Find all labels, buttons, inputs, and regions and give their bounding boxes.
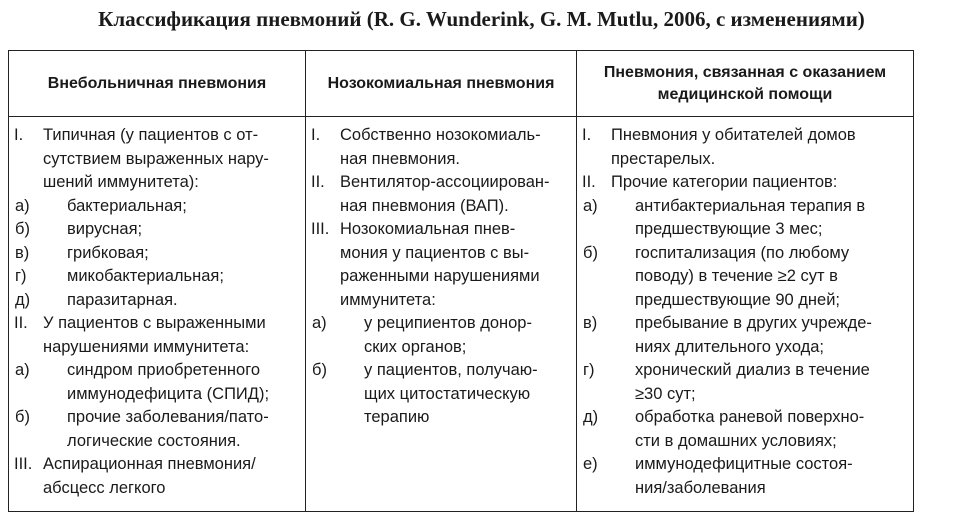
list-item-text: ния/заболевания — [635, 478, 766, 497]
list-item-text: пребывание в других учрежде- — [635, 314, 872, 332]
list-item-text: мония у пациентов с вы- — [340, 243, 530, 262]
list-item-text: щих цитостатическую — [364, 384, 531, 403]
column-healthcare-associated — [576, 51, 913, 511]
item-marker: б) — [312, 361, 327, 379]
section-marker: II. — [582, 173, 596, 191]
section-marker: III. — [311, 220, 330, 238]
item-marker: б) — [15, 220, 30, 238]
list-item-text: иммунитета: — [340, 290, 436, 309]
list-item-text: иммунодефицита (СПИД); — [67, 384, 270, 403]
section-marker: II. — [14, 314, 28, 332]
list-item-text: Вентилятор-ассоциирован- — [340, 173, 550, 191]
page-title: Классификация пневмоний (R. G. Wunderink, G. M. Mutlu, 2006, с изменениями) — [98, 7, 865, 31]
section-marker: II. — [311, 173, 325, 191]
list-item-text: У пациентов с выраженными — [43, 314, 266, 332]
section-marker: I. — [582, 126, 592, 144]
item-marker: в) — [15, 243, 30, 262]
item-marker: д) — [583, 408, 599, 426]
list-item-text: синдром приобретенного — [67, 361, 261, 379]
list-item-text: обработка раневой поверхно- — [635, 408, 865, 426]
list-item-text: Прочие категории пациентов: — [611, 173, 838, 191]
item-marker: г) — [583, 361, 595, 379]
section-marker: I. — [14, 126, 24, 144]
list-item-text: бактериальная; — [67, 196, 187, 215]
list-item-text: паразитарная. — [67, 290, 178, 309]
item-marker: а) — [15, 196, 30, 215]
list-item-text: микобактериальная; — [67, 267, 224, 285]
list-item-text: ских органов; — [364, 337, 467, 356]
list-item-text: грибковая; — [67, 243, 149, 262]
list-item-text: Типичная (у пациентов с от- — [43, 126, 259, 144]
list-item-text: ная пневмония (ВАП). — [340, 196, 509, 215]
list-item-text: Пневмония у обитателей домов — [611, 126, 856, 144]
list-item-text: Нозокомиальная пнев- — [340, 220, 516, 238]
section-marker: III. — [14, 455, 33, 473]
column-header: Нозокомиальная пневмония — [306, 51, 576, 117]
list-item-text: абсцесс легкого — [43, 478, 166, 497]
column-header: Пневмония, связанная с оказанием медицинской помощи — [577, 51, 913, 117]
list-item-text: антибактериальная терапия в — [635, 196, 866, 215]
item-marker: г) — [15, 267, 27, 285]
list-item-text: сти в домашних условиях; — [635, 431, 837, 450]
list-item-text: раженными нарушениями — [340, 267, 540, 285]
column-community-acquired — [9, 51, 305, 511]
list-item-text: прочие заболевания/пато- — [67, 408, 269, 426]
list-item-text: сутствием выраженных нару- — [43, 149, 269, 168]
column-header: Внебольничная пневмония — [9, 51, 305, 117]
item-marker: б) — [15, 408, 30, 426]
list-item-text: ниях длительного ухода; — [635, 337, 825, 356]
list-item-text: госпитализация (по любому — [635, 243, 850, 262]
list-item-text: у пациентов, получаю- — [364, 361, 538, 379]
list-item-text: престарелых. — [611, 149, 716, 168]
item-marker: е) — [583, 455, 598, 473]
list-item-text: Собственно нозокомиаль- — [340, 126, 541, 144]
item-marker: д) — [15, 290, 31, 309]
item-marker: а) — [15, 361, 30, 379]
list-item-text: у реципиентов донор- — [364, 314, 532, 332]
list-item-text: вирусная; — [67, 220, 143, 238]
list-item-text: поводу) в течение ≥2 сут в — [635, 267, 838, 285]
column-body — [577, 117, 913, 511]
list-item-text: иммунодефицитные состоя- — [635, 455, 853, 473]
item-marker: а) — [312, 314, 327, 332]
column-body — [9, 117, 305, 511]
section-marker: I. — [311, 126, 321, 144]
list-item-text: хронический диализ в течение — [635, 361, 870, 379]
list-item-text: терапию — [364, 408, 430, 426]
column-nosocomial — [305, 51, 576, 511]
classification-table — [8, 50, 914, 512]
list-item-text: шений иммунитета): — [43, 173, 199, 191]
list-item-text: Аспирационная пневмония/ — [43, 455, 256, 473]
column-body — [306, 117, 576, 511]
list-item-text: предшествующие 90 дней; — [635, 290, 841, 309]
list-item-text: ≥30 сут; — [635, 384, 696, 403]
item-marker: б) — [583, 243, 598, 262]
list-item-text: предшествующие 3 мес; — [635, 220, 823, 238]
list-item-text: нарушениями иммунитета: — [43, 337, 250, 356]
list-item-text: ная пневмония. — [340, 149, 460, 168]
item-marker: а) — [583, 196, 598, 215]
list-item-text: логические состояния. — [67, 431, 241, 450]
item-marker: в) — [583, 314, 598, 332]
